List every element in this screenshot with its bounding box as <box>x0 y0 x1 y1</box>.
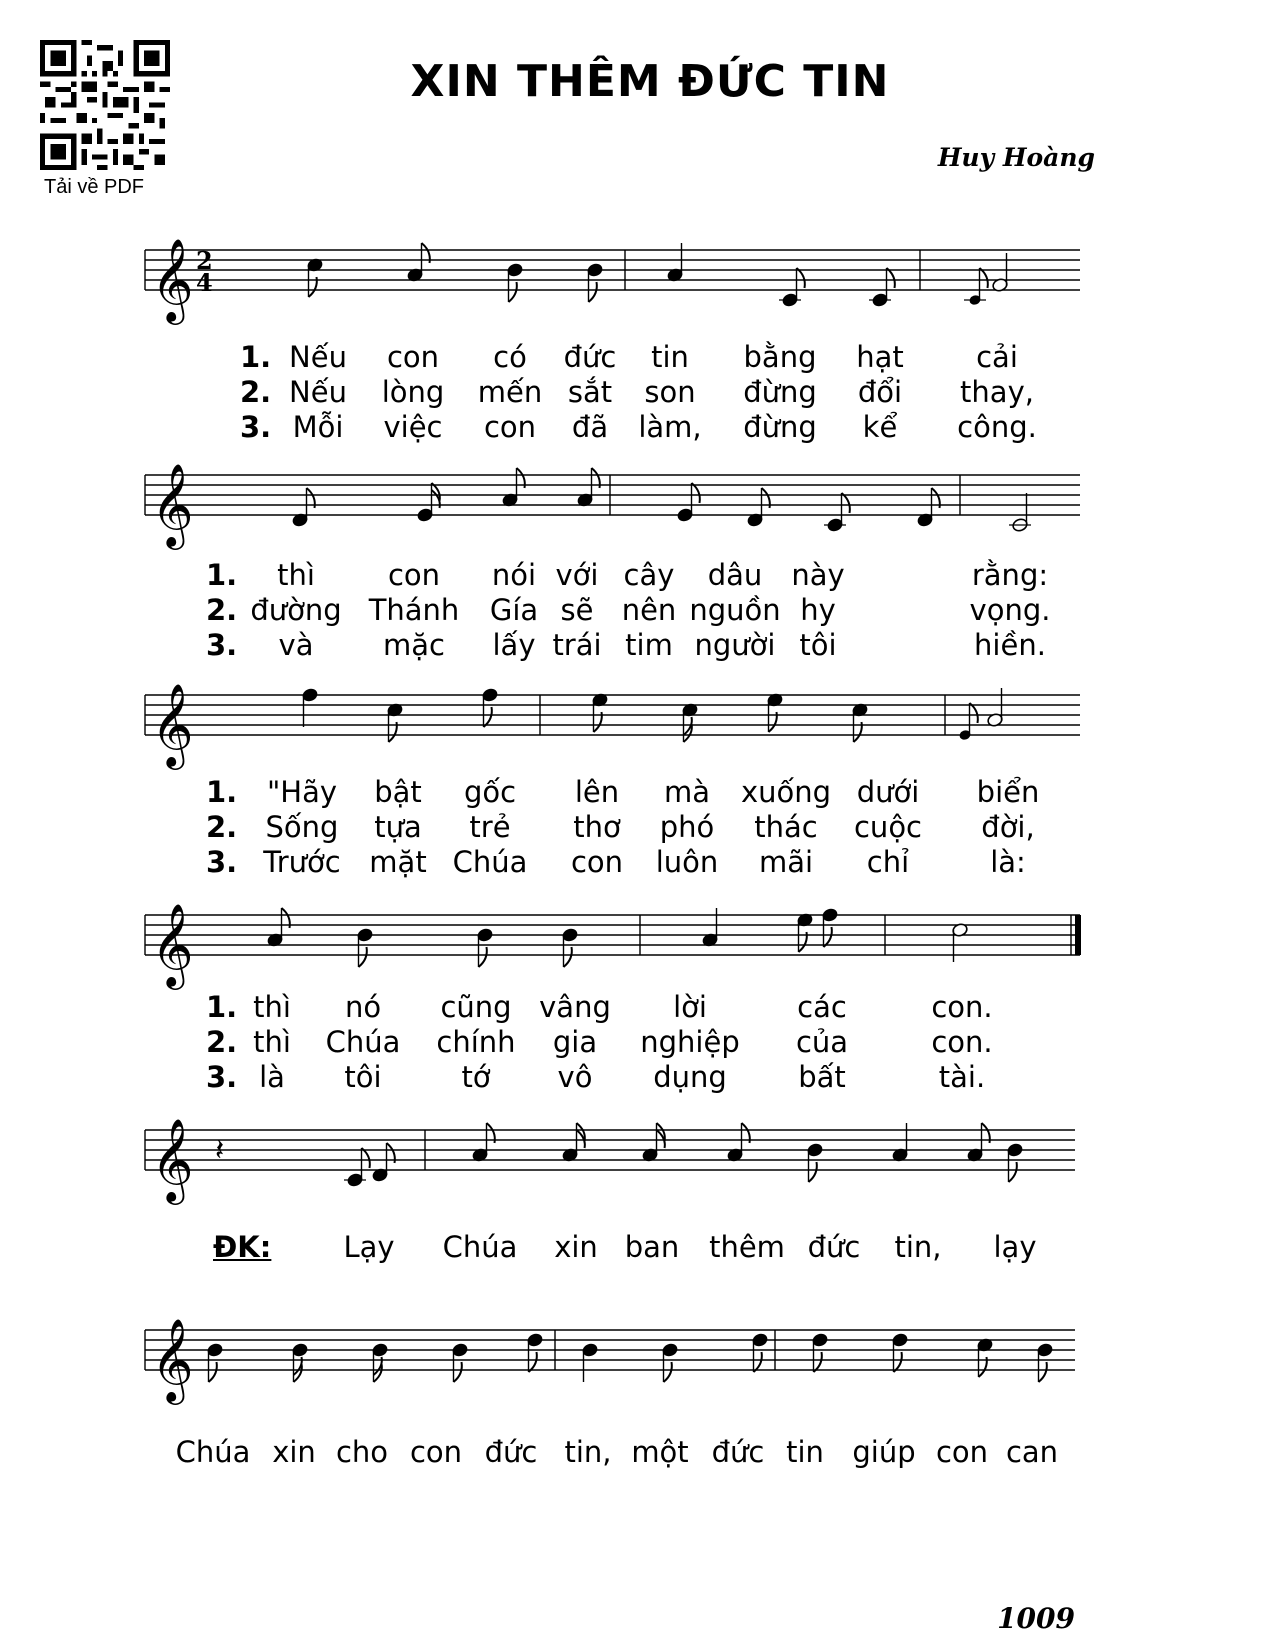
lyric-syllable: là: <box>990 845 1026 879</box>
lyric-syllable: cải <box>976 340 1018 374</box>
note <box>472 1123 495 1163</box>
lyric-syllable: hạt <box>856 340 904 374</box>
page-number: 1009 <box>997 1602 1075 1635</box>
verse-number: 2. <box>206 810 238 844</box>
lyric-syllable: con <box>387 558 441 592</box>
note <box>812 1332 829 1372</box>
lyric-syllable: hy <box>800 593 836 627</box>
lyric-syllable: dụng <box>653 1060 727 1094</box>
note <box>642 1123 665 1163</box>
note <box>967 1123 990 1163</box>
verse-number: 2. <box>206 593 238 627</box>
lyric-syllable: với <box>555 558 599 592</box>
staff-system <box>145 682 1080 770</box>
note <box>527 1332 544 1372</box>
lyric-syllable: mãi <box>758 845 814 879</box>
note <box>267 908 290 948</box>
staff-system <box>145 462 1080 550</box>
lyric-syllable: gia <box>552 1025 598 1059</box>
lyric-syllable: công. <box>957 410 1037 444</box>
note <box>292 488 315 528</box>
lyric-syllable: mến <box>477 375 543 409</box>
lyric-syllable: đã <box>571 410 609 444</box>
note <box>807 1142 824 1182</box>
lyric-syllable: xin <box>272 1435 316 1469</box>
lyric-syllable: biển <box>976 775 1040 809</box>
note <box>702 908 719 948</box>
lyric-syllable: tin <box>651 340 689 374</box>
lyric-syllable: là <box>259 1060 285 1094</box>
lyric-syllable: bất <box>798 1060 846 1094</box>
note <box>292 1342 309 1382</box>
lyric-syllable: xuống <box>740 775 832 809</box>
lyric-syllable: nghiệp <box>640 1025 740 1059</box>
note <box>562 1123 585 1163</box>
lyric-syllable: con <box>570 845 624 879</box>
lyric-syllable: con <box>409 1435 463 1469</box>
lyric-syllable: thì <box>253 990 291 1024</box>
verse-number: 3. <box>206 845 238 879</box>
treble-clef-icon: 𝄞 <box>151 902 194 986</box>
lyric-syllable: giúp <box>852 1435 916 1469</box>
lyric-syllable: ban <box>624 1230 680 1264</box>
lyric-syllable: việc <box>383 410 443 444</box>
note <box>824 493 850 533</box>
time-signature-bottom: 4 <box>196 268 213 297</box>
note <box>747 488 770 528</box>
lyric-syllable: làm, <box>638 410 702 444</box>
lyric-syllable: Sống <box>265 810 339 844</box>
lyric-syllable: thì <box>277 558 315 592</box>
lyric-syllable: đời, <box>981 810 1035 844</box>
lyric-syllable: con. <box>931 990 993 1024</box>
note <box>307 257 324 297</box>
lyric-syllable: Chúa <box>325 1025 401 1059</box>
lyric-syllable: nói <box>491 558 537 592</box>
lyric-syllable: gốc <box>463 775 517 809</box>
note <box>952 922 969 962</box>
lyric-syllable: người <box>694 628 776 662</box>
note <box>1009 493 1031 533</box>
lyric-syllable: cuộc <box>853 810 923 844</box>
note <box>852 702 869 742</box>
note <box>917 488 940 528</box>
composer-name: Huy Hoàng <box>937 143 1095 172</box>
verse-number: 1. <box>206 775 238 809</box>
verse-number: 3. <box>240 410 272 444</box>
lyric-syllable: chỉ <box>866 845 910 879</box>
note <box>667 243 684 283</box>
note <box>452 1342 469 1382</box>
lyric-syllable: son <box>644 375 696 409</box>
lyric-syllable: thêm <box>709 1230 785 1264</box>
lyric-syllable: hiền. <box>974 628 1046 662</box>
verse-number: 1. <box>240 340 272 374</box>
lyric-syllable: tôi <box>344 1060 382 1094</box>
note <box>1037 1342 1054 1382</box>
note <box>477 927 494 967</box>
final-bar-line <box>1075 915 1081 955</box>
note <box>767 692 784 732</box>
note <box>582 1342 599 1382</box>
lyric-syllable: luôn <box>655 845 719 879</box>
note <box>407 243 430 283</box>
lyric-syllable: rằng: <box>971 558 1049 592</box>
lyric-syllable: mặt <box>369 845 427 879</box>
note <box>682 702 699 742</box>
note <box>357 927 374 967</box>
lyric-syllable: này <box>791 558 845 592</box>
lyric-syllable: thay, <box>960 375 1034 409</box>
lyric-syllable: của <box>795 1025 849 1059</box>
lyric-syllable: mà <box>663 775 711 809</box>
treble-clef-icon: 𝄞 <box>151 682 194 766</box>
note <box>992 253 1009 293</box>
treble-clef-icon: 𝄞 <box>151 1317 194 1401</box>
lyric-syllable: đức <box>807 1230 861 1264</box>
lyric-syllable: nguồn <box>689 593 781 627</box>
note <box>869 268 895 308</box>
lyric-syllable: đường <box>250 593 342 627</box>
lyric-syllable: Nếu <box>289 340 347 374</box>
lyric-syllable: tin <box>786 1435 824 1469</box>
lyric-syllable: con <box>386 340 440 374</box>
lyric-syllable: tin, <box>894 1230 942 1264</box>
note <box>207 1342 224 1382</box>
lyric-syllable: kể <box>862 410 898 444</box>
lyric-syllable: trẻ <box>469 810 511 844</box>
note <box>587 262 604 302</box>
lyric-syllable: phó <box>659 810 715 844</box>
note <box>727 1123 750 1163</box>
qr-caption[interactable]: Tải về PDF <box>44 176 145 198</box>
lyric-syllable: vọng. <box>969 593 1051 627</box>
lyric-syllable: cho <box>335 1435 389 1469</box>
lyric-syllable: con <box>483 410 537 444</box>
lyric-syllable: đổi <box>857 375 903 409</box>
lyric-syllable: bật <box>374 775 422 809</box>
lyric-syllable: sẽ <box>560 593 594 627</box>
lyric-syllable: đừng <box>743 410 817 444</box>
treble-clef-icon: 𝄞 <box>151 462 194 546</box>
lyric-syllable: vô <box>557 1060 593 1094</box>
lyric-syllable: tài. <box>938 1060 986 1094</box>
lyric-syllable: đức <box>484 1435 538 1469</box>
lyric-syllable: Lạy <box>343 1230 395 1264</box>
note <box>417 483 440 523</box>
lyric-syllable: sắt <box>567 375 613 409</box>
lyric-syllable: thì <box>253 1025 291 1059</box>
lyric-syllable: chính <box>436 1025 516 1059</box>
verse-number: 1. <box>206 990 238 1024</box>
lyric-syllable: Chúa <box>175 1435 251 1469</box>
note <box>372 1143 395 1183</box>
lyric-syllable: nó <box>344 990 382 1024</box>
lyric-syllable: Nếu <box>289 375 347 409</box>
lyric-syllable: thác <box>754 810 818 844</box>
lyric-syllable: đức <box>563 340 617 374</box>
time-signature-top: 2 <box>196 246 213 275</box>
lyric-syllable: có <box>493 340 527 374</box>
note <box>964 268 988 305</box>
note <box>892 1123 909 1163</box>
lyric-syllable: lấy <box>492 628 536 662</box>
lyric-syllable: trái <box>552 628 602 662</box>
lyric-syllable: cũng <box>440 990 512 1024</box>
note <box>344 1148 370 1188</box>
lyric-syllable: Chúa <box>442 1230 518 1264</box>
note <box>577 468 600 508</box>
note <box>1007 1142 1024 1182</box>
lyric-syllable: "Hãy <box>266 775 338 809</box>
lyric-syllable: tớ <box>461 1060 491 1094</box>
note <box>987 688 1004 728</box>
lyric-syllable: tựa <box>374 810 422 844</box>
verse-number: 1. <box>206 558 238 592</box>
lyric-syllable: Chúa <box>452 845 528 879</box>
verse-number: 3. <box>206 628 238 662</box>
note <box>507 262 524 302</box>
lyric-syllable: dâu <box>707 558 763 592</box>
lyric-syllable: lạy <box>993 1230 1037 1264</box>
lyric-syllable: cây <box>623 558 675 592</box>
note <box>662 1342 679 1382</box>
note <box>779 268 805 308</box>
note <box>387 702 404 742</box>
lyric-syllable: lòng <box>381 375 445 409</box>
lyric-syllable: thơ <box>573 810 621 844</box>
lyric-syllable: con <box>935 1435 989 1469</box>
song-title: XIN THÊM ĐỨC TIN <box>410 56 890 107</box>
verse-number: 2. <box>240 375 272 409</box>
lyric-syllable: mặc <box>383 628 445 662</box>
quarter-rest-icon: 𝄽 <box>215 1133 225 1168</box>
lyric-syllable: can <box>1005 1435 1059 1469</box>
lyric-syllable: Gía <box>489 593 539 627</box>
note <box>372 1342 389 1382</box>
lyric-syllable: Trước <box>263 845 341 879</box>
note <box>977 1337 994 1377</box>
lyric-syllable: xin <box>554 1230 598 1264</box>
lyric-syllable: đức <box>711 1435 765 1469</box>
note <box>482 687 499 727</box>
lyric-syllable: dưới <box>856 775 920 809</box>
verse-number: 3. <box>206 1060 238 1094</box>
lyric-syllable: Thánh <box>368 593 460 627</box>
lyric-syllable: tin, <box>564 1435 612 1469</box>
verse-number: 2. <box>206 1025 238 1059</box>
note <box>562 927 579 967</box>
note <box>797 912 814 952</box>
lyric-syllable: bằng <box>743 340 817 374</box>
lyric-syllable: vâng <box>539 990 611 1024</box>
lyric-syllable: đừng <box>743 375 817 409</box>
staff-system <box>145 237 1080 325</box>
staff-system <box>145 902 1081 990</box>
lyric-syllable: nên <box>621 593 677 627</box>
treble-clef-icon: 𝄞 <box>151 237 194 321</box>
lyric-syllable: các <box>797 990 847 1024</box>
lyric-syllable: tim <box>625 628 673 662</box>
note <box>502 468 525 508</box>
lyric-syllable: Mỗi <box>292 410 344 444</box>
note <box>677 483 700 523</box>
lyric-syllable: và <box>278 628 314 662</box>
lyric-syllable: con. <box>931 1025 993 1059</box>
note <box>752 1332 769 1372</box>
lyric-syllable: tôi <box>799 628 837 662</box>
staff-system <box>145 1117 1075 1205</box>
note <box>822 907 839 947</box>
note <box>892 1332 909 1372</box>
lyric-syllable: một <box>631 1435 689 1469</box>
lyric-syllable: lên <box>574 775 620 809</box>
treble-clef-icon: 𝄞 <box>151 1117 194 1201</box>
staff-system <box>145 1317 1075 1405</box>
refrain-label: ĐK: <box>213 1230 272 1264</box>
lyric-syllable: lời <box>673 990 707 1024</box>
note <box>592 692 609 732</box>
note <box>302 687 319 727</box>
